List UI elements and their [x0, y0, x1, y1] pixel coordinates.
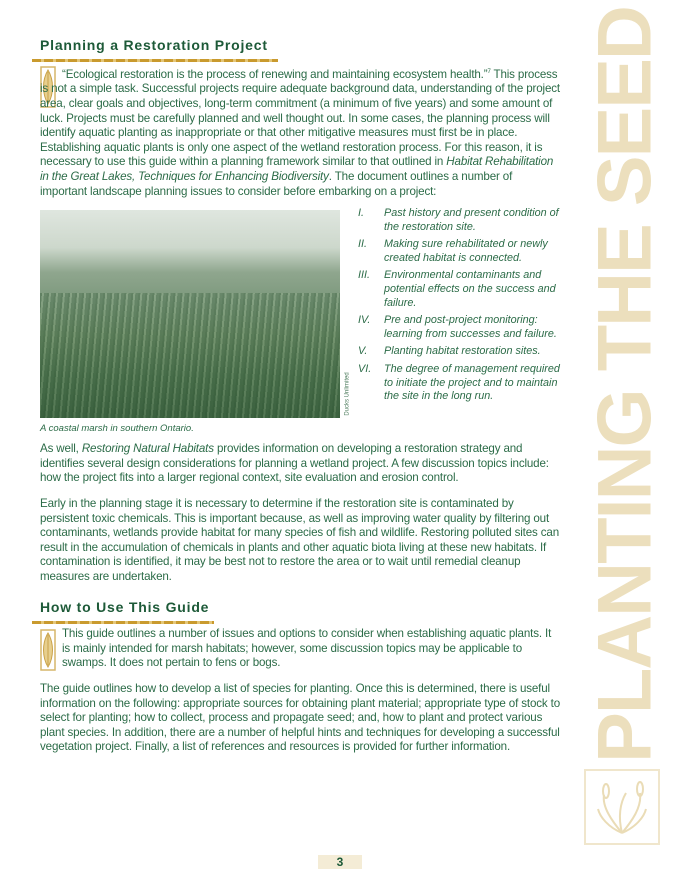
planning-issues-list: [358, 207, 568, 408]
section-heading-planning: Planning a Restoration Project: [40, 37, 268, 53]
photo-caption: A coastal marsh in southern Ontario.: [40, 423, 194, 434]
heading-rule: [32, 621, 214, 624]
list-item: III. Environmental contaminants and potential effects on the success and failure.: [358, 269, 556, 309]
list-item: V. Planting habitat restoration sites.: [358, 345, 541, 358]
cattail-logo-icon: [584, 769, 660, 845]
sidebar-title: PLANTING THE SEED: [582, 7, 668, 763]
restoring-habitats-paragraph: As well, Restoring Natural Habitats provides information on developing a restoration strategy and identifies several design considerations for planning a wetland project. A few discussion topics include: how the project fits into a larger regional context, site evaluation and erosion control.: [40, 442, 549, 485]
list-item: IV. Pre and post-project monitoring: learning from successes and failure.: [358, 314, 557, 340]
guide-intro-paragraph: This guide outlines a number of issues and options to consider when establishing aquatic plants. It is mainly intended for marsh habitats; however, some discussion topics may be applicable to swamps. It does not pertain to fens or bogs.: [62, 627, 552, 670]
photo-credit: Ducks Unlimited: [344, 372, 351, 416]
section-heading-how-to-use: How to Use This Guide: [40, 599, 210, 615]
list-item: I. Past history and present condition of the restoration site.: [358, 207, 559, 233]
intro-paragraph: “Ecological restoration is the process of renewing and maintaining ecosystem health.”$^7$ This process is not a simple task. Successful projects require adequate background data, understanding of the project area, clear goals and objectives, long-term commitment (a minimum of five years) and some amount of luck. Projects must be carefully planned and well thought out. In some cases, the planning process will identify aquatic planting as inappropriate or that other mitigative measures must first be in place. Establishing aquatic plants is only one aspect of the wetland restoration process. For this reason, it is necessary to use this guide within a planning framework similar to that outlined in Habitat Rehabilitation in the Great Lakes, Techniques for Enhancing Biodiversity. The document outlines a number of important landscape planning issues to consider before embarking on a project:: [40, 67, 560, 198]
contamination-paragraph: Early in the planning stage it is necessary to determine if the restoration site is contaminated by persistent toxic chemicals. This is important because, as well as improving water quality by filtering out contaminants, wetlands provide habitat for many species of fish and wildlife. Restoring polluted sites can result in the accumulation of chemicals in plants and other aquatic biota living at these new habitats. If contamination is identified, it may be best not to restore the area or to wait until remedial cleanup measures are undertaken.: [40, 497, 559, 583]
page-number: 3: [318, 855, 362, 869]
list-item: II. Making sure rehabilitated or newly created habitat is connected.: [358, 238, 548, 264]
guide-outline-paragraph: The guide outlines how to develop a list of species for planting. Once this is determined, there is useful information on the following: appropriate sources for obtaining plant material; appropriate type of stock to select for planting; how to collect, process and propagate seed; and, how to plant and protect various plant species. In addition, there are a number of helpful hints and techniques for developing a successful vegetation project. Finally, a list of references and resources is provided for further information.: [40, 682, 560, 754]
list-item: VI. The degree of management required to initiate the project and to maintain the site in the long run.: [358, 362, 560, 403]
coastal-marsh-photo: [40, 210, 340, 418]
heading-rule: [32, 59, 278, 62]
